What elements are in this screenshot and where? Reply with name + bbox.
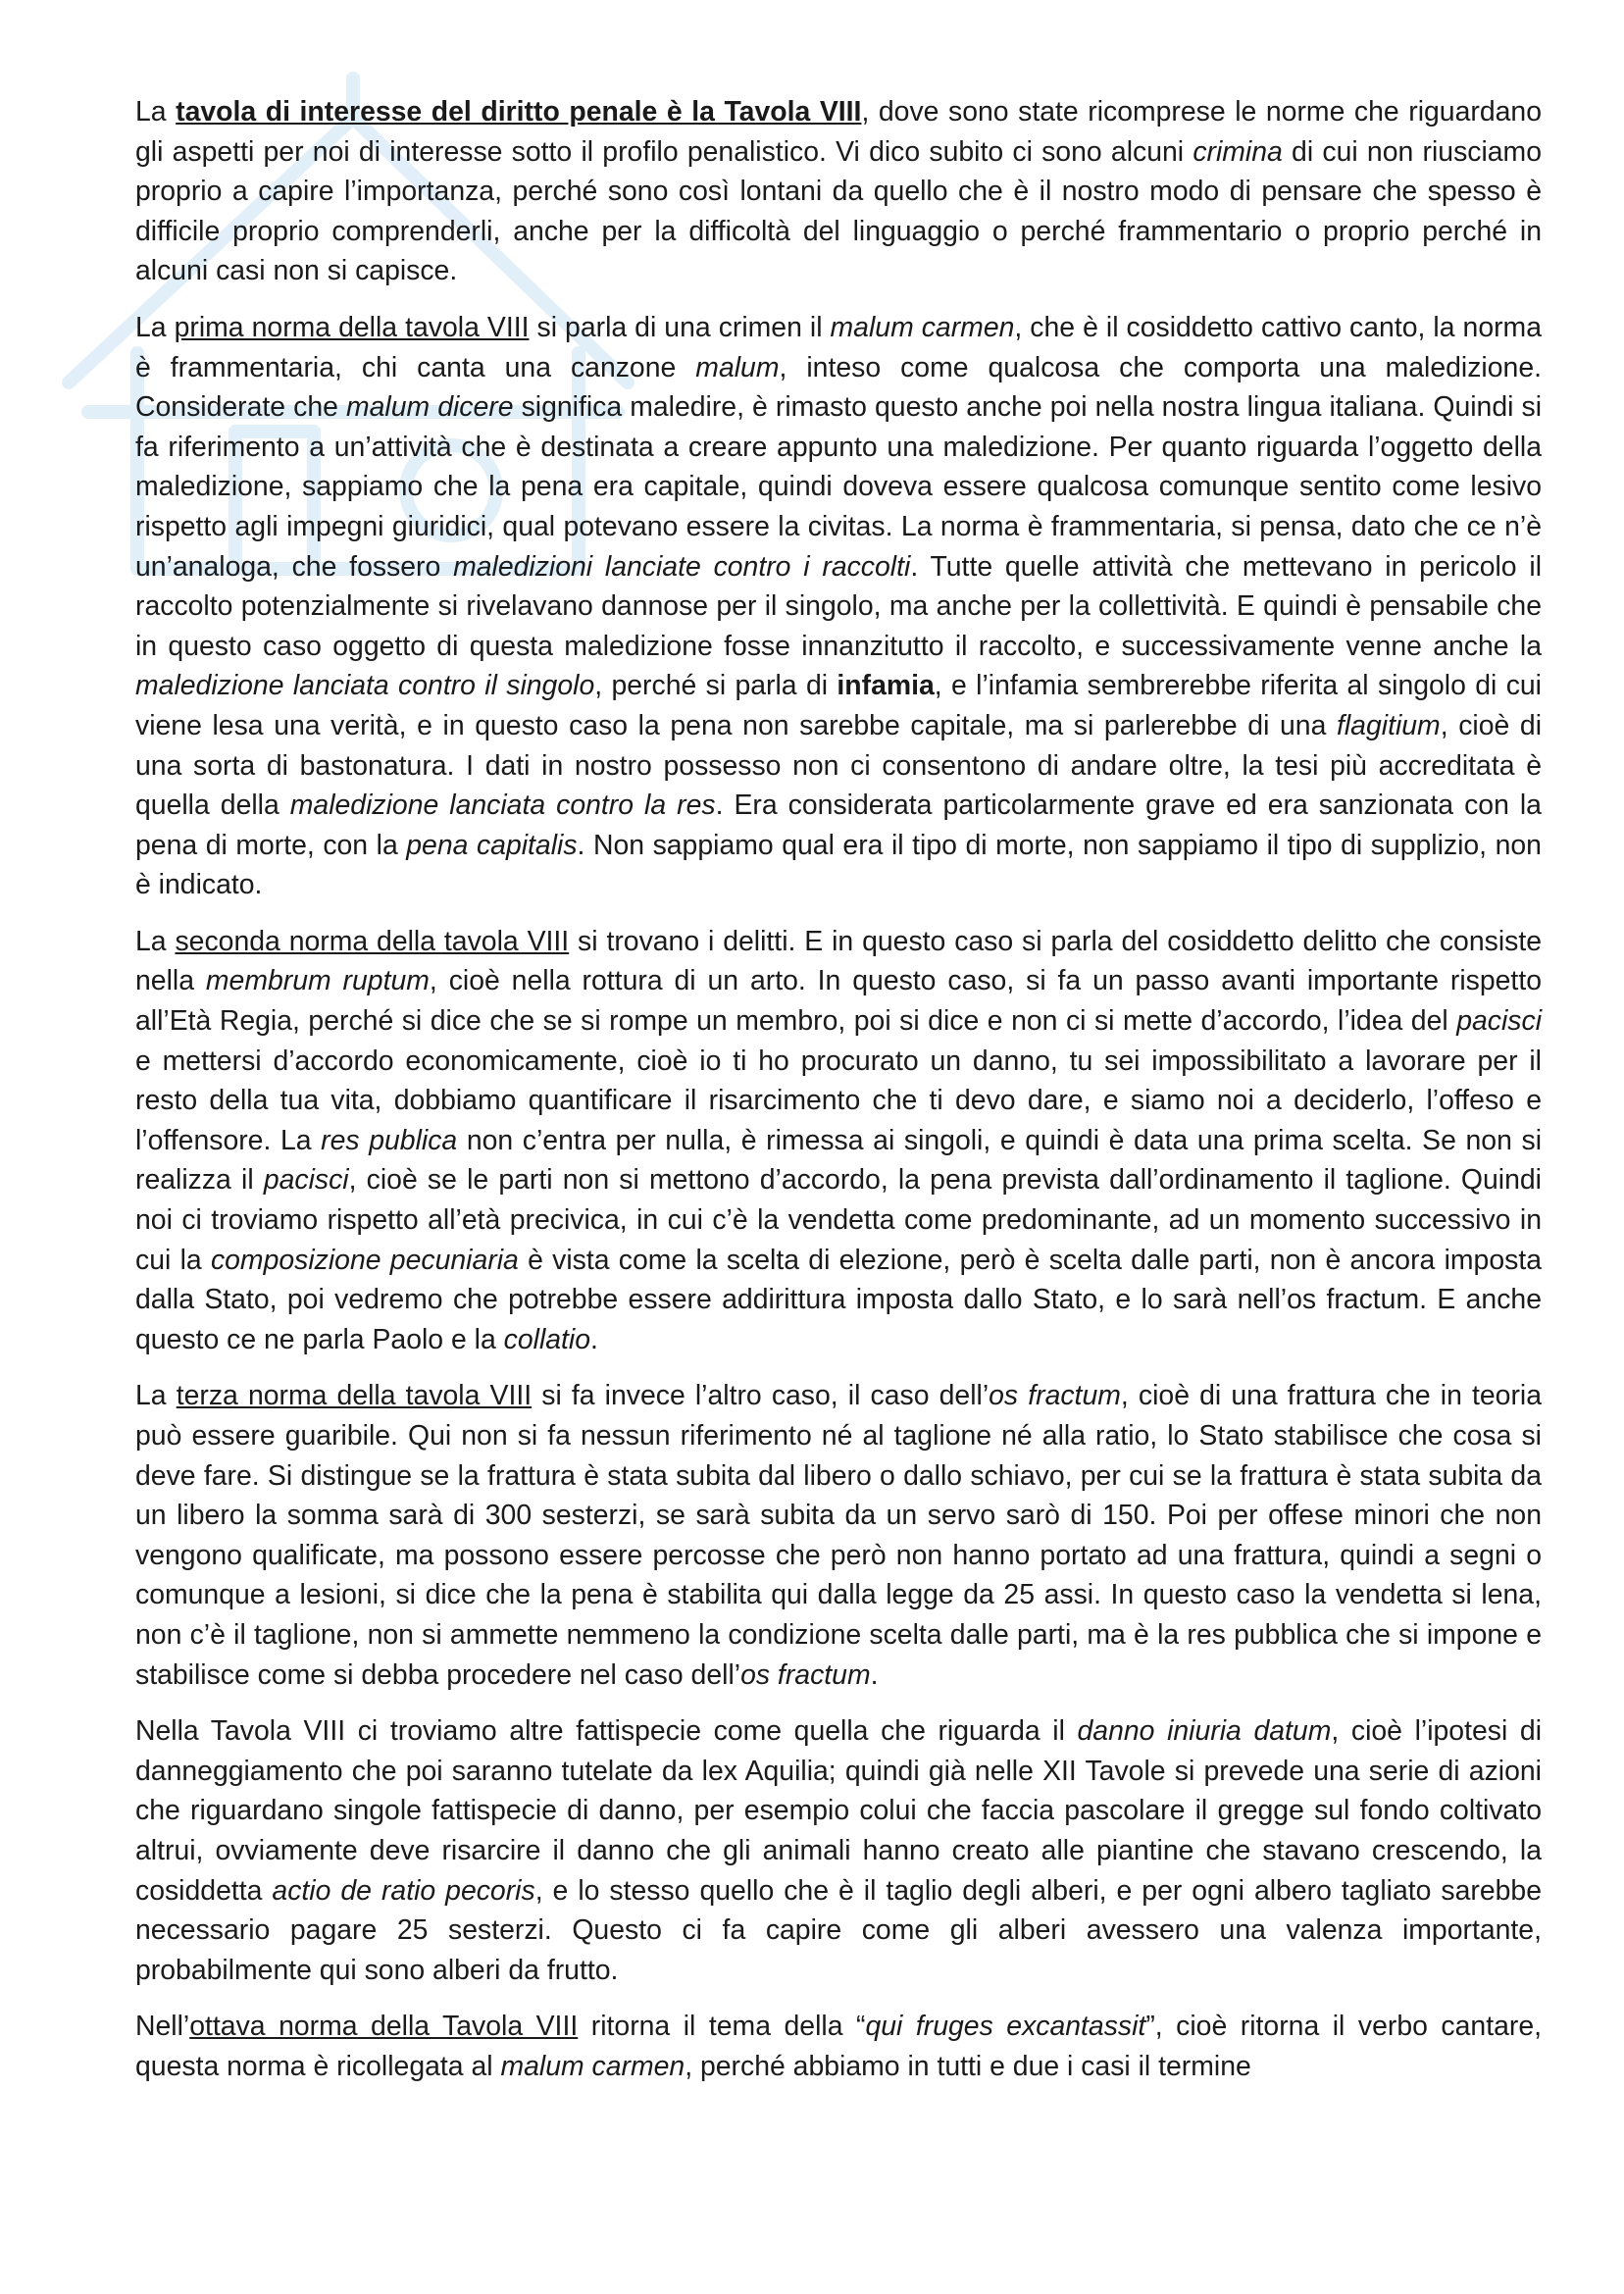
text-run: terza norma della tavola VIII bbox=[176, 1380, 533, 1412]
paragraph bbox=[135, 1376, 1542, 1695]
text-run: res publica bbox=[321, 1124, 458, 1156]
text-run: infamia bbox=[837, 670, 935, 702]
text-run: La bbox=[135, 96, 177, 127]
text-run: prima norma della tavola VIII bbox=[174, 311, 530, 343]
text-run: non c’entra per nulla, è rimessa ai singoli, e quindi è data una prima scelta. Se non si realizza il bbox=[135, 1124, 1543, 1197]
text-run: si fa invece l’altro caso, il caso dell’ bbox=[532, 1380, 990, 1412]
text-run: malum carmen bbox=[830, 311, 1015, 343]
paragraph bbox=[135, 922, 1542, 1360]
text-run: La bbox=[135, 311, 175, 343]
text-run: maledizione lanciata contro il singolo bbox=[135, 670, 595, 702]
text-run: . bbox=[590, 1323, 598, 1355]
text-run: , perché abbiamo in tutti e due i casi il termine bbox=[685, 2050, 1251, 2082]
text-run: actio de ratio pecoris bbox=[272, 1874, 535, 1907]
text-run: malum dicere bbox=[345, 391, 514, 424]
text-run: maledizione lanciata contro la res bbox=[289, 790, 716, 822]
text-run: . Era considerata particolarmente grave ed era sanzionata con la pena di morte, con la bbox=[135, 790, 1542, 861]
text-run: danno iniuria datum bbox=[1077, 1715, 1332, 1748]
text-run: pena capitalis bbox=[406, 829, 578, 861]
paragraph bbox=[135, 2007, 1542, 2086]
text-run: è vista come la scelta di elezione, però è scelta dalle parti, non è ancora imposta dalla Stato, poi vedremo che potrebbe essere addirittura imposta dallo Stato, e lo sarà nell’os fractum. E anche questo ce ne parla Paolo e la bbox=[135, 1244, 1542, 1355]
text-run: pacisci bbox=[263, 1164, 349, 1197]
text-run: Nell’ bbox=[135, 2011, 190, 2043]
text-run: , cioè l’ipotesi di danneggiamento che poi saranno tutelate da lex Aquilia; quindi già nelle XII Tavole si prevede una serie di azioni che riguardano singole fattispecie di danno, per esempio colui che faccia pascolare il gregge sul fondo coltivato altrui, ovviamente deve risarcire il danno che gli animali hanno creato alle piantine che stavano crescendo, la cosiddetta bbox=[135, 1715, 1542, 1907]
text-run: . bbox=[870, 1658, 879, 1691]
text-run: , cioè nella rottura di un arto. In questo caso, si fa un passo avanti importante rispetto all’Età Regia, perché si dice che se si rompe un membro, poi si dice e non ci si mette d’accordo, l’idea del bbox=[135, 965, 1542, 1038]
text-run: La bbox=[135, 1380, 177, 1412]
text-run: La bbox=[135, 925, 176, 957]
text-run: , inteso come qualcosa che comporta una maledizione. Considerate che bbox=[135, 351, 1542, 424]
text-run: tavola di interesse del diritto penale è la Tavola VIII bbox=[176, 96, 862, 127]
text-run: maledizioni lanciate contro i raccolti bbox=[453, 550, 911, 583]
text-run: ottava norma della Tavola VIII bbox=[189, 2011, 579, 2043]
text-run: , cioè se le parti non si mettono d’accordo, la pena prevista dall’ordinamento il taglione. Quindi noi ci troviamo rispetto all’età precivica, in cui c’è la vendetta come predominante, ad un momento successivo in cui la bbox=[135, 1164, 1542, 1276]
text-run: , e l’infamia sembrerebbe riferita al singolo di cui viene lesa una verità, e in questo caso la pena non sarebbe capitale, ma si parlerebbe di una bbox=[135, 670, 1542, 741]
text-run: seconda norma della tavola VIII bbox=[175, 925, 570, 957]
text-run: ”, cioè ritorna il verbo cantare, questa norma è ricollegata al bbox=[135, 2011, 1542, 2082]
text-run: crimina bbox=[1193, 135, 1283, 168]
text-run: , che è il cosiddetto cattivo canto, la norma è frammentaria, chi canta una canzone bbox=[135, 311, 1543, 383]
text-run: membrum ruptum bbox=[205, 965, 430, 997]
text-run: si trovano i delitti. E in questo caso si parla del cosiddetto delitto che consiste nella bbox=[135, 925, 1542, 997]
text-run: , cioè di una sorta di bastonatura. I dati in nostro possesso non ci consentono di andare oltre, la tesi più accreditata è quella della bbox=[135, 709, 1543, 822]
text-run: malum bbox=[695, 351, 780, 383]
text-run: , dove sono state ricomprese le norme che riguardano gli aspetti per noi di interesse sotto il profilo penalistico. Vi dico subito ci sono alcuni bbox=[135, 96, 1542, 168]
text-run: si parla di una crimen il bbox=[529, 311, 831, 343]
text-run: , e lo stesso quello che è il taglio degli alberi, e per ogni albero tagliato sarebbe necessario pagare 25 sesterzi. Questo ci fa capire come gli alberi avessero una valenza importante, probabilmente qui sono alberi da frutto. bbox=[135, 1874, 1543, 1986]
text-run: flagitium bbox=[1336, 709, 1441, 741]
text-run: collatio bbox=[503, 1323, 591, 1355]
text-run: . Tutte quelle attività che mettevano in pericolo il raccolto potenzialmente si rivelavano dannose per il singolo, ma anche per la collettività. E quindi è pensabile che in questo caso oggetto di questa maledizione fosse innanzitutto il raccolto, e successivamente venne anche la bbox=[135, 550, 1543, 662]
document-body bbox=[135, 92, 1542, 2104]
text-run: . Non sappiamo qual era il tipo di morte, non sappiamo il tipo di supplizio, non è indicato. bbox=[135, 829, 1542, 901]
paragraph bbox=[135, 92, 1542, 291]
text-run: e mettersi d’accordo economicamente, cioè io ti ho procurato un danno, tu sei impossibilitato a lavorare per il resto della tua vita, dobbiamo quantificare il risarcimento che ti devo dare, e siamo noi a deciderlo, l’offeso e l’offensore. La bbox=[135, 1045, 1542, 1156]
text-run: composizione pecuniaria bbox=[210, 1244, 519, 1276]
text-run: significa maledire, è rimasto questo anche poi nella nostra lingua italiana. Quindi si fa riferimento a un’attività che è destinata a creare appunto una maledizione. Per quanto riguarda l’oggetto della maledizione, sappiamo che la pena era capitale, quindi doveva essere qualcosa comunque sentito come lesivo rispetto agli impegni giuridici, qual potevano essere la civitas. La norma è frammentaria, si pensa, dato che ce n’è un’analoga, che fossero bbox=[135, 391, 1543, 583]
text-run: , cioè di una frattura che in teoria può essere guaribile. Qui non si fa nessun riferimento né al taglione né alla ratio, lo Stato stabilisce che cosa si deve fare. Si distingue se la frattura è stata subita dal libero o dallo schiavo, per cui se la frattura è stata subita da un libero la somma sarà di 300 sesterzi, se sarà subita da un servo sarò di 150. Poi per offese minori che non vengono qualificate, ma possono essere percosse che però non hanno portato ad una frattura, quindi a segni o comunque a lesioni, si dice che la pena è stabilita qui dalla legge da 25 assi. In questo caso la vendetta si lena, non c’è il taglione, non si ammette nemmeno la condizione scelta dalle parti, ma è la res pubblica che si impone e stabilisce come si debba procedere nel caso dell’ bbox=[135, 1380, 1543, 1691]
text-run: , perché si parla di bbox=[594, 670, 837, 702]
text-run: os fractum bbox=[989, 1380, 1121, 1412]
text-run: os fractum bbox=[740, 1658, 871, 1691]
text-run: di cui non riusciamo proprio a capire l’importanza, perché sono così lontani da quello che è il nostro modo di pensare che spesso è difficile proprio comprenderli, anche per la difficoltà del linguaggio o perché frammentario o proprio perché in alcuni casi non si capisce. bbox=[135, 135, 1542, 287]
text-run: Nella Tavola VIII ci troviamo altre fattispecie come quella che riguarda il bbox=[135, 1715, 1078, 1748]
text-run: pacisci bbox=[1456, 1005, 1542, 1038]
paragraph bbox=[135, 308, 1542, 905]
text-run: ritorna il tema della “ bbox=[578, 2011, 866, 2043]
paragraph bbox=[135, 1711, 1542, 1990]
text-run: qui fruges excantassit bbox=[865, 2011, 1146, 2043]
text-run: malum carmen bbox=[500, 2050, 685, 2082]
